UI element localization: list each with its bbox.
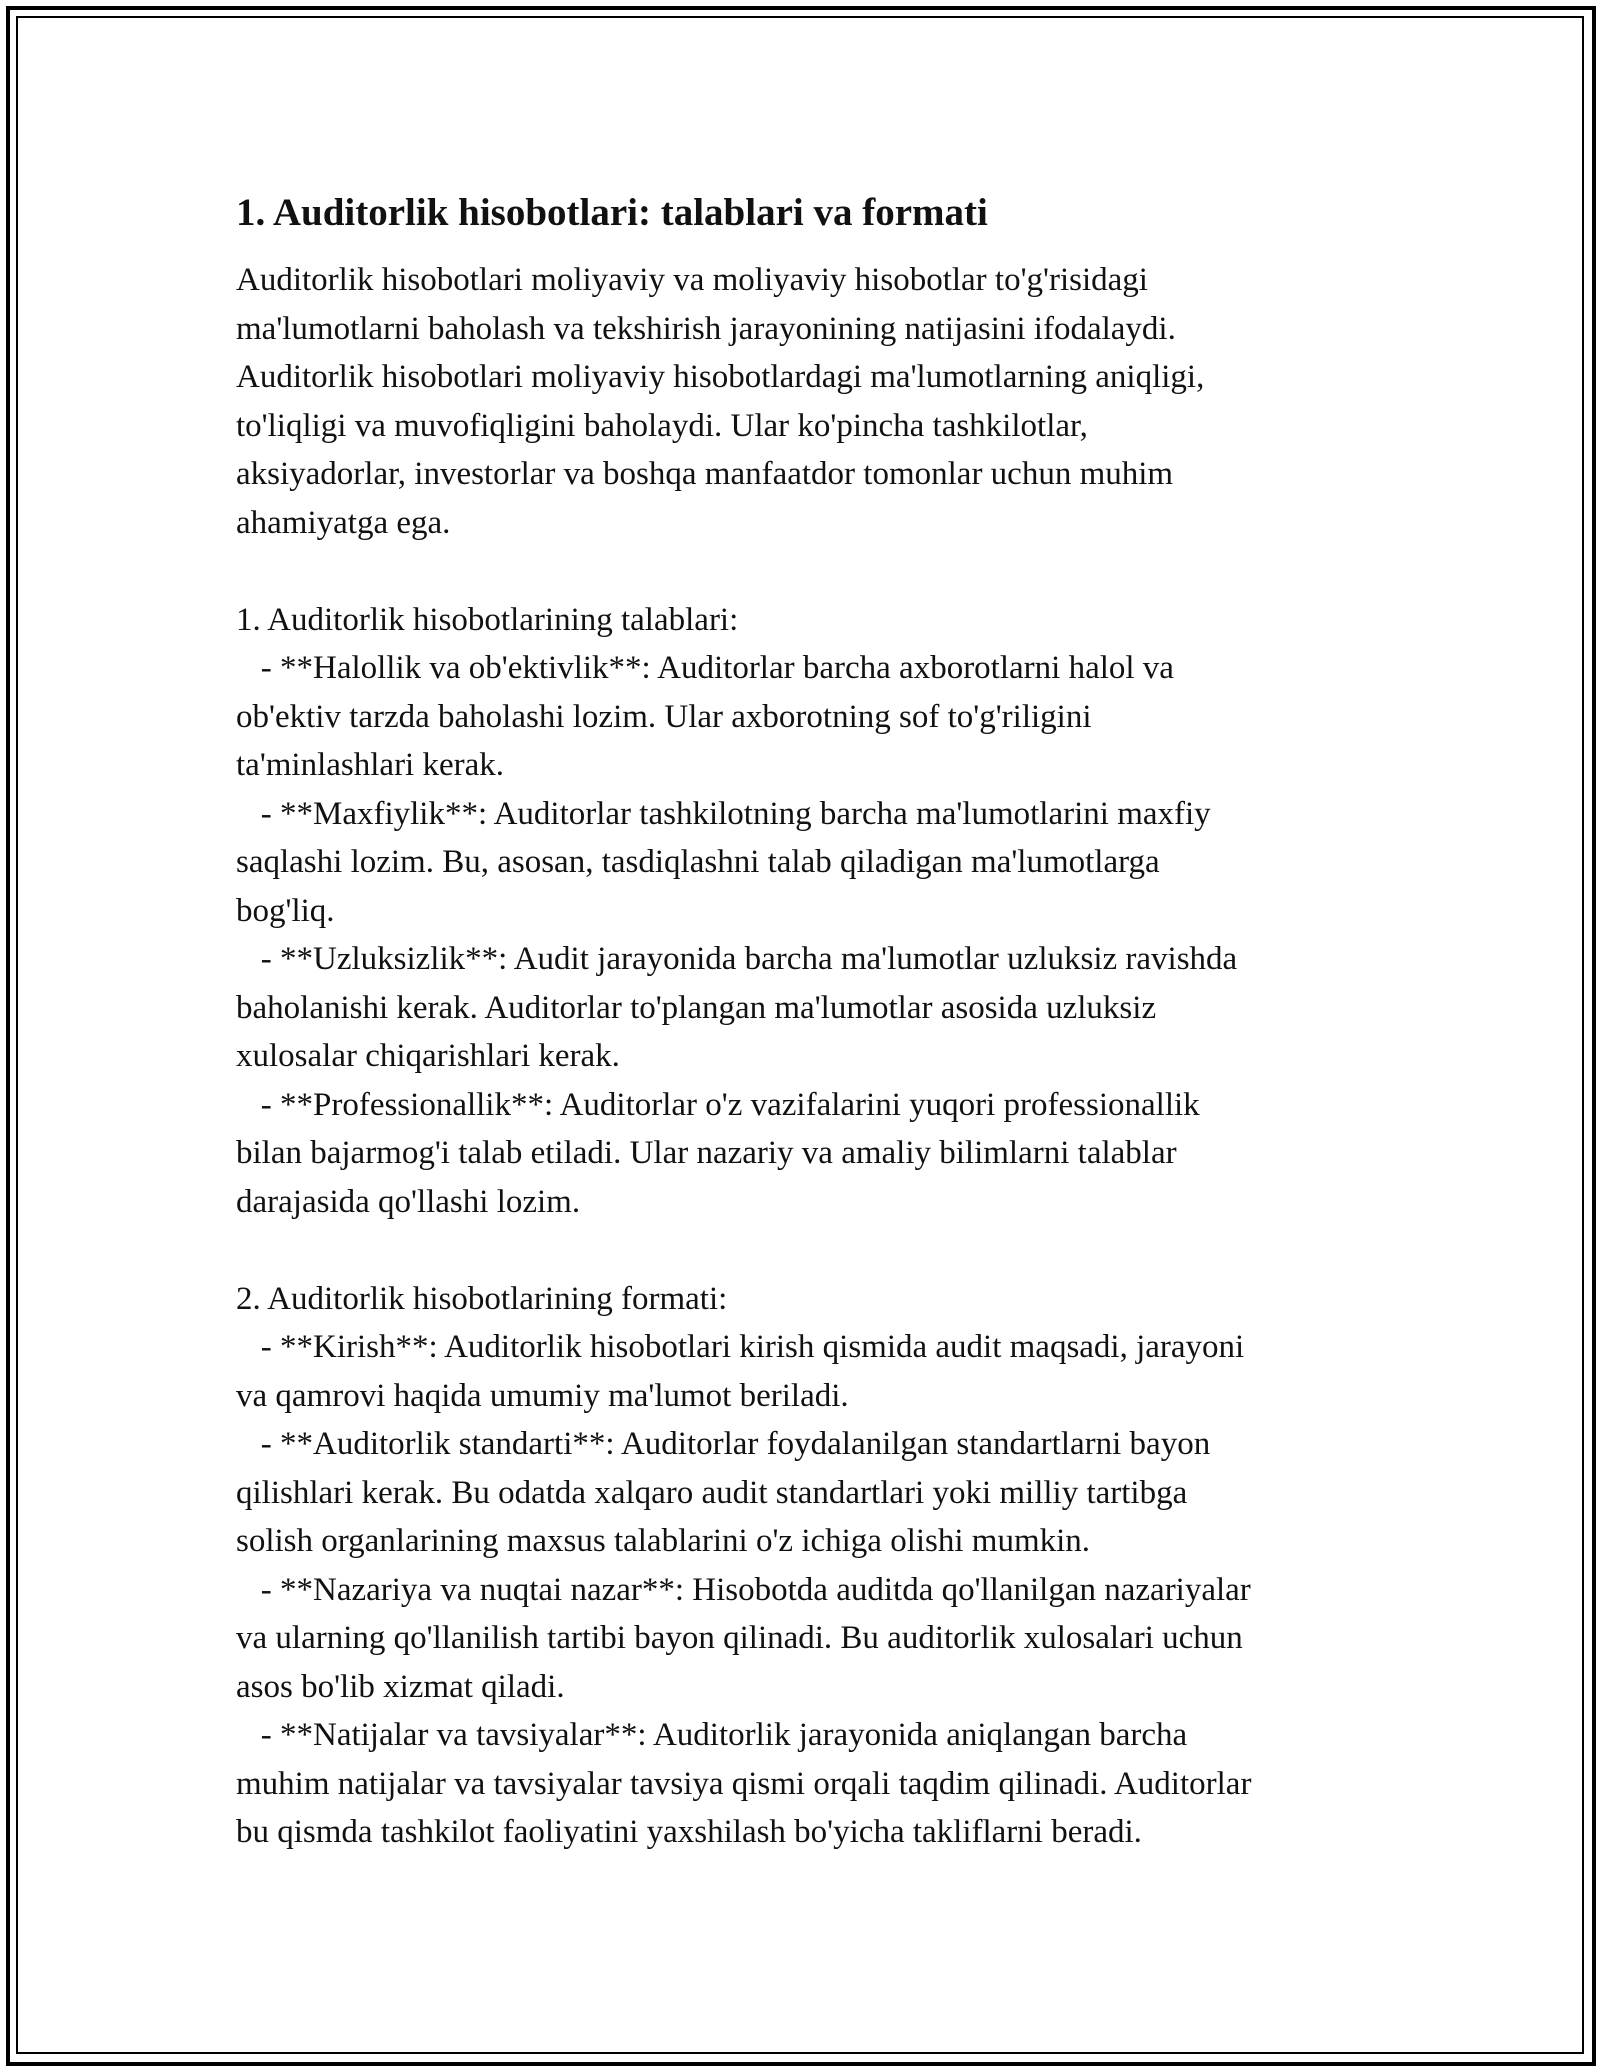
text-line: Auditorlik hisobotlari moliyaviy va moliyaviy hisobotlar to'g'risidagi xyxy=(236,262,1148,298)
list-item-line: va ularning qo'llanilish tartibi bayon qilinadi. Bu auditorlik xulosalari uchun xyxy=(236,1620,1243,1656)
list-item-line: ob'ektiv tarzda baholashi lozim. Ular axborotning sof to'g'riligini xyxy=(236,698,1092,735)
list-item-line: muhim natijalar va tavsiyalar tavsiya qismi orqali taqdim qilinadi. Auditorlar xyxy=(236,1765,1252,1802)
text-line: ahamiyatga ega. xyxy=(236,504,451,541)
list-item-line: baholanishi kerak. Auditorlar to'plangan ma'lumotlar asosida uzluksiz xyxy=(236,989,1157,1026)
list-item-line: solish organlarining maxsus talablarini o'z ichiga olishi mumkin. xyxy=(236,1523,1091,1559)
list-item-line: xulosalar chiqarishlari kerak. xyxy=(236,1038,620,1074)
list-item-line: - **Nazariya va nuqtai nazar**: Hisobotda auditda qo'llanilgan nazariyalar xyxy=(236,1571,1251,1608)
blank-line xyxy=(236,1226,1376,1275)
list-item-line: bog'liq. xyxy=(236,892,335,929)
text-line: Auditorlik hisobotlari moliyaviy hisobotlardagi ma'lumotlarning aniqligi, xyxy=(236,359,1205,395)
list-item-line: - **Natijalar va tavsiyalar**: Auditorlik jarayonida aniqlangan barcha xyxy=(236,1717,1188,1753)
list-item-line: bilan bajarmog'i talab etiladi. Ular nazariy va amaliy bilimlarni talablar xyxy=(236,1135,1177,1171)
section-heading: 1. Auditorlik hisobotlarining talablari: xyxy=(236,601,739,638)
text-line: aksiyadorlar, investorlar va boshqa manfaatdor tomonlar uchun muhim xyxy=(236,456,1174,492)
section-requirements xyxy=(236,596,1376,1227)
blank-line xyxy=(236,547,1376,596)
section-heading: 2. Auditorlik hisobotlarining formati: xyxy=(236,1280,728,1317)
document-body xyxy=(236,188,1376,1857)
list-item-line: - **Kirish**: Auditorlik hisobotlari kirish qismida audit maqsadi, jarayoni xyxy=(236,1329,1245,1365)
list-item-line: saqlashi lozim. Bu, asosan, tasdiqlashni talab qiladigan ma'lumotlarga xyxy=(236,844,1160,880)
list-item-line: ta'minlashlari kerak. xyxy=(236,747,505,783)
list-item-line: - **Maxfiylik**: Auditorlar tashkilotning barcha ma'lumotlarini maxfiy xyxy=(236,795,1211,832)
section-format xyxy=(236,1275,1376,1857)
list-item-line: - **Professionallik**: Auditorlar o'z vazifalarini yuqori professionallik xyxy=(236,1086,1200,1123)
text-line: to'liqligi va muvofiqligini baholaydi. Ular ko'pincha tashkilotlar, xyxy=(236,407,1088,444)
list-item-line: - **Uzluksizlik**: Audit jarayonida barcha ma'lumotlar uzluksiz ravishda xyxy=(236,941,1238,977)
list-item-line: asos bo'lib xizmat qiladi. xyxy=(236,1668,565,1705)
list-item-line: qilishlari kerak. Bu odatda xalqaro audit standartlari yoki milliy tartibga xyxy=(236,1474,1188,1511)
list-item-line: darajasida qo'llashi lozim. xyxy=(236,1183,581,1220)
document-title: 1. Auditorlik hisobotlari: talablari va formati xyxy=(236,191,988,234)
list-item-line: bu qismda tashkilot faoliyatini yaxshilash bo'yicha takliflarni beradi. xyxy=(236,1814,1142,1850)
intro-paragraph xyxy=(236,256,1376,547)
list-item-line: va qamrovi haqida umumiy ma'lumot beriladi. xyxy=(236,1377,849,1414)
list-item-line: - **Halollik va ob'ektivlik**: Auditorlar barcha axborotlarni halol va xyxy=(236,650,1174,686)
list-item-line: - **Auditorlik standarti**: Auditorlar foydalanilgan standartlarni bayon xyxy=(236,1426,1211,1462)
text-line: ma'lumotlarni baholash va tekshirish jarayonining natijasini ifodalaydi. xyxy=(236,310,1176,347)
